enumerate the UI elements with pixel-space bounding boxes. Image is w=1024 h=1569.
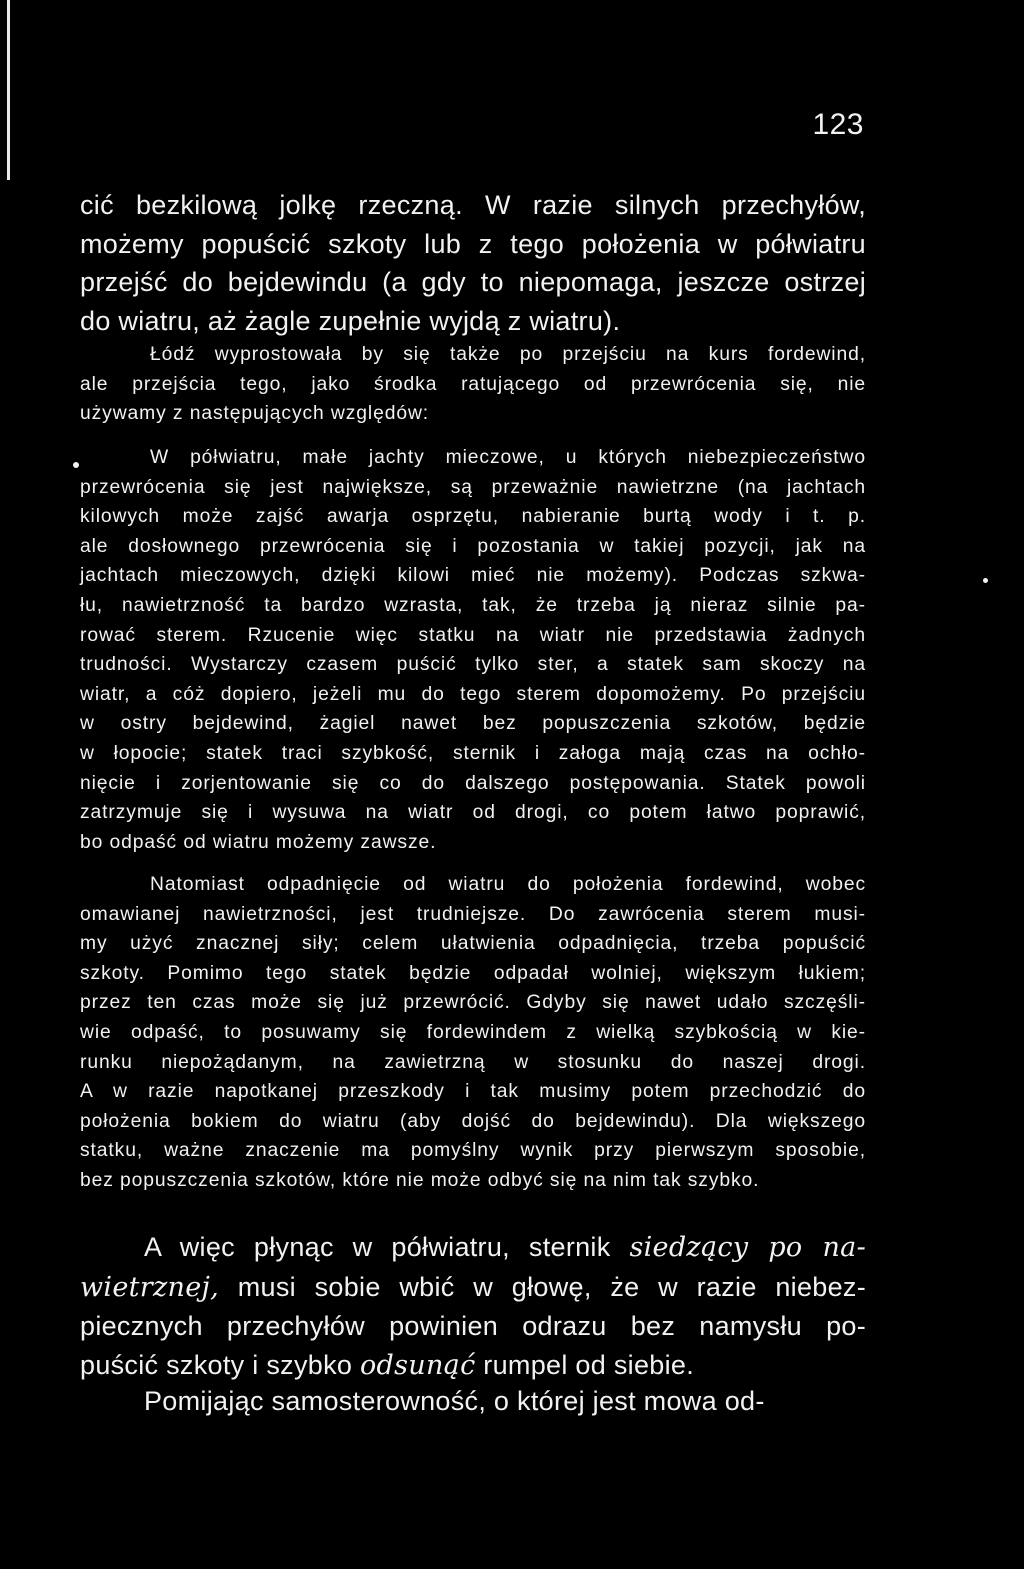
text-line: wiatr, a cóż dopiero, jeżeli mu do tego sterem dopomożemy. Po przejściu xyxy=(80,683,866,705)
text-line: omawianej nawietrzności, jest trudniejsze. Do zawrócenia sterem musi- xyxy=(80,903,866,925)
paragraph-2 xyxy=(80,340,866,429)
text-line xyxy=(80,1346,866,1386)
italic-text: odsunąć xyxy=(360,1349,476,1381)
paragraph-3 xyxy=(80,443,866,857)
text-line: trudności. Wystarczy czasem puścić tylko ster, a statek sam skoczy na xyxy=(80,654,866,676)
text-line: przewrócenia się jest największe, są przeważnie nawietrzne (na jachtach xyxy=(80,476,866,498)
text-line: położenia bokiem do wiatru (aby dojść do bejdewindu). Dla większego xyxy=(80,1110,866,1132)
paragraph-5 xyxy=(80,1228,866,1385)
text-line: możemy popuścić szkoty lub z tego położenia w półwiatru xyxy=(80,228,866,259)
text-line: w łopocie; statek traci szybkość, sternik i załoga mają czas na ochło- xyxy=(80,742,866,764)
text-line: bez popuszczenia szkotów, które nie może odbyć się na nim tak szybko. xyxy=(80,1169,760,1191)
paragraph-6 xyxy=(80,1382,866,1421)
text-line: przez ten czas może się już przewrócić. Gdyby się nawet udało szczęśli- xyxy=(80,992,866,1014)
text-line: szkoty. Pomimo tego statek będzie odpadał wolniej, większym łukiem; xyxy=(80,962,866,984)
text-line xyxy=(80,1228,866,1268)
speck-mark xyxy=(983,578,988,583)
text-line xyxy=(80,1268,866,1308)
page-number: 123 xyxy=(812,108,864,141)
text-line: runku niepożądanym, na zawietrzną w stosunku do naszej drogi. xyxy=(80,1051,866,1073)
text-line: zatrzymuje się i wysuwa na wiatr od drogi, co potem łatwo poprawić, xyxy=(80,802,866,824)
text-line: wie odpaść, to posuwamy się fordewindem z wielką szybkością w kie- xyxy=(80,1021,866,1043)
text-line: Natomiast odpadnięcie od wiatru do położenia fordewind, wobec xyxy=(150,874,866,895)
paragraph-4 xyxy=(80,870,866,1196)
text-run: A więc płynąc w półwiatru, sternik xyxy=(144,1232,630,1262)
text-line: w ostry bejdewind, żagiel nawet bez popuszczenia szkotów, będzie xyxy=(80,713,866,735)
text-line: my użyć znacznej siły; celem ułatwienia odpadnięcia, trzeba popuścić xyxy=(80,933,866,955)
text-line: Pomijając samosterowność, o której jest mowa od- xyxy=(144,1386,765,1416)
text-line: nięcie i zorjentowanie się co do dalszego postępowania. Statek powoli xyxy=(80,772,866,794)
paragraph-1 xyxy=(80,186,866,340)
text-line: ale dosłownego przewrócenia się i pozostania w takiej pozycji, jak na xyxy=(80,535,866,557)
text-line: W półwiatru, małe jachty mieczowe, u których niebezpieczeństwo xyxy=(150,447,866,468)
italic-text: wietrznej, xyxy=(80,1271,220,1303)
text-line: jachtach mieczowych, dzięki kilowi mieć nie możemy). Podczas szkwa- xyxy=(80,565,866,587)
text-line: Łódź wyprostowała by się także po przejściu na kurs fordewind, xyxy=(150,344,866,365)
text-run: musi sobie wbić w głowę, że w razie niebez- xyxy=(219,1271,866,1302)
text-line: używamy z następujących względów: xyxy=(80,403,430,425)
text-line: rować sterem. Rzucenie więc statku na wiatr nie przedstawia żadnych xyxy=(80,624,866,646)
italic-text: siedzący po na- xyxy=(629,1232,866,1263)
text-run: puścić szkoty i szybko xyxy=(80,1349,360,1380)
text-line: A w razie napotkanej przeszkody i tak musimy potem przechodzić do xyxy=(80,1081,866,1103)
bullet-mark xyxy=(73,462,79,468)
text-line: przejść do bejdewindu (a gdy to niepomaga, jeszcze ostrzej xyxy=(80,267,866,297)
text-line: statku, ważne znaczenie ma pomyślny wynik przy pierwszym sposobie, xyxy=(80,1140,866,1162)
text-line: łu, nawietrzność ta bardzo wzrasta, tak, że trzeba ją nieraz silnie pa- xyxy=(80,594,866,616)
text-run: rumpel od siebie. xyxy=(475,1349,695,1380)
text-line: do wiatru, aż żagle zupełnie wyjdą z wiatru). xyxy=(80,305,621,336)
text-line: cić bezkilową jolkę rzeczną. W razie silnych przechyłów, xyxy=(80,190,866,220)
text-line: piecznych przechyłów powinien odrazu bez namysłu po- xyxy=(80,1311,866,1341)
scan-edge-line xyxy=(7,0,10,180)
text-line: ale przejścia tego, jako środka ratującego od przewrócenia się, nie xyxy=(80,373,866,395)
text-line: kilowych może zajść awarja osprzętu, nabieranie burtą wody i t. p. xyxy=(80,506,866,528)
text-line: bo odpaść od wiatru możemy zawsze. xyxy=(80,831,437,853)
